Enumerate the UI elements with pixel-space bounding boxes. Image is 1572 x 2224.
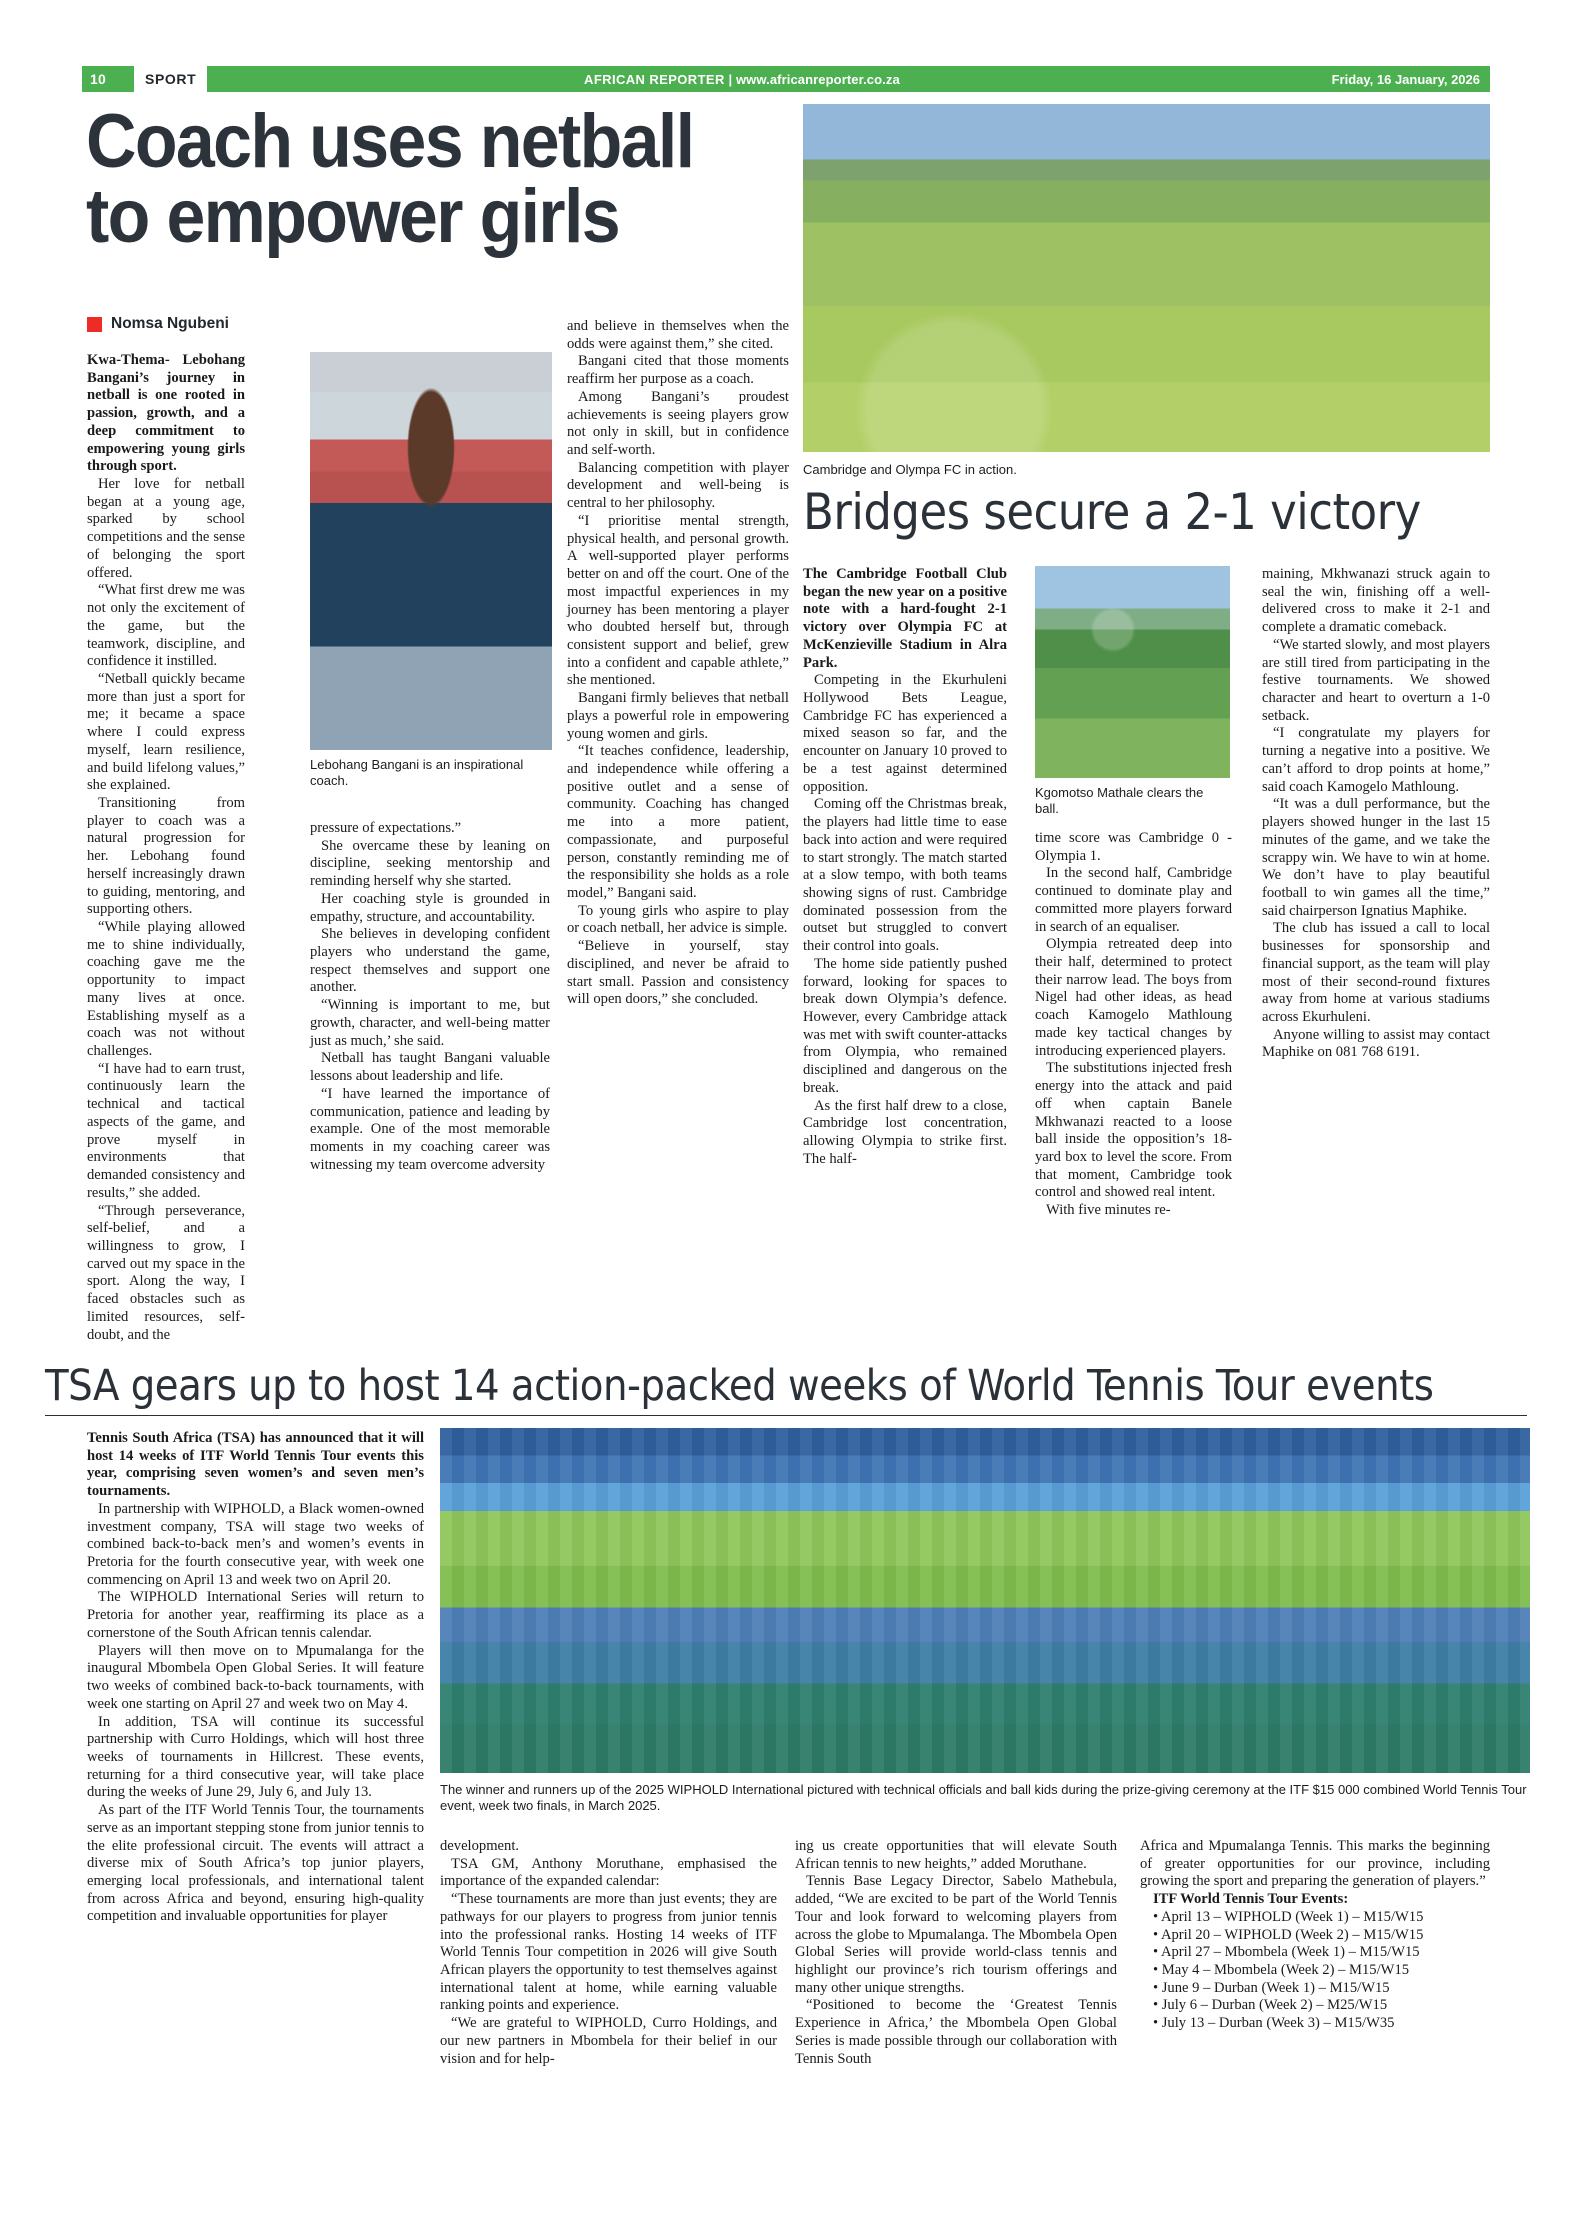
tennis-column-4 (1140, 1838, 1490, 2223)
itf-event-item: • April 13 – WIPHOLD (Week 1) – M15/W15 (1153, 1908, 1424, 1925)
paragraph: She overcame these by leaning on discipline, seeking mentorship and reminding herself why she started. (310, 837, 550, 890)
paragraph: She believes in developing confident players who understand the game, respect themselves and support one another. (310, 926, 550, 996)
paragraph: “I have learned the importance of communication, patience and leading by example. One of the most memorable moments in my coaching career was witnessing my team overcome adversity (310, 1085, 550, 1173)
paragraph: “Winning is important to me, but growth, character, and well-being matter just as much,’ she said. (310, 997, 550, 1049)
paragraph: Competing in the Ekurhuleni Hollywood Bets League, Cambridge FC has experienced a mixed season so far, and the encounter on January 10 proved to be a test against determined opposition. (803, 672, 1007, 795)
byline-author-name: Nomsa Ngubeni (111, 315, 229, 332)
paragraph: and believe in themselves when the odds were against them,” she cited. (567, 318, 789, 352)
paragraph: “Netball quickly became more than just a sport for me; it became a space where I could express myself, learn resilience, and build lifelong values,” she explained. (87, 670, 245, 794)
tennis-headline: TSA gears up to host 14 action-packed weeks of World Tennis Tour events (45, 1361, 1434, 1411)
paragraph: “Believe in yourself, stay disciplined, and never be afraid to start small. Passion and consistency will open doors,” she concluded. (567, 938, 789, 1008)
netball-byline (87, 315, 229, 333)
paragraph: Netball has taught Bangani valuable lessons about leadership and life. (310, 1050, 550, 1085)
netball-headline: Coach uses netball to empower girls (86, 99, 694, 260)
bridges-column-1 (803, 566, 1007, 1346)
masthead-bar (82, 66, 1490, 92)
action-photo (1035, 566, 1230, 778)
paragraph: In addition, TSA will continue its successful partnership with Curro Holdings, which will host three weeks of tournaments in Hillcrest. These events, returning for a third consecutive year, will take place during the weeks of June 29, July 6, and July 13. (87, 1713, 424, 1801)
paragraph: “It was a dull performance, but the players showed hunger in the last 15 minutes of the game, and we take the scrappy win. We have to win at home. We don’t have to play beautiful football to win games all the time,” said chairperson Ignatius Maphike. (1262, 796, 1490, 919)
bridges-column-2 (1035, 830, 1232, 1346)
itf-events-list (1140, 1909, 1490, 2033)
paragraph: Bangani cited that those moments reaffirm her purpose as a coach. (567, 353, 789, 388)
paragraph: “While playing allowed me to shine individually, coaching gave me the opportunity to impact many lives at once. Establishing myself as a coach was not without challenges. (87, 919, 245, 1060)
publication-website[interactable]: www.africanreporter.co.za (735, 71, 900, 87)
paragraph: time score was Cambridge 0 - Olympia 1. (1035, 830, 1232, 864)
page-number: 10 (90, 71, 106, 87)
issue-date: Friday, 16 January, 2026 (1331, 71, 1480, 87)
coach-photo-caption: Lebohang Bangani is an inspirational coach. (310, 757, 524, 788)
paragraph: Tennis South Africa (TSA) has announced that it will host 14 weeks of ITF World Tennis Tour events this year, comprising seven women’s and seven men’s tournaments. (87, 1430, 424, 1500)
paragraph: “We started slowly, and most players are still tired from participating in the festive tournaments. We showed character and heart to overturn a 1-0 setback. (1262, 636, 1490, 724)
paragraph: To young girls who aspire to play or coach netball, her advice is simple. (567, 902, 789, 937)
paragraph: As part of the ITF World Tennis Tour, the tournaments serve as an important stepping stone from junior tennis to the elite professional circuit. The events will attract a diverse mix of South Africa’s top junior players, emerging local professionals, and international talent from across Africa and beyond, ensuring high-quality competition and invaluable opportunities for player (87, 1802, 424, 1925)
itf-event-item: • July 6 – Durban (Week 2) – M25/W15 (1153, 1997, 1388, 2014)
tennis-column-2 (440, 1838, 777, 2223)
paragraph: With five minutes re- (1046, 1202, 1171, 1219)
itf-event-item: • May 4 – Mbombela (Week 2) – M15/W15 (1153, 1962, 1410, 1979)
section-tag: SPORT (134, 66, 207, 92)
paragraph: The Cambridge Football Club began the new year on a positive note with a hard-fought 2-1 victory over Olympia FC at McKenzieville Stadium in Alra Park. (803, 566, 1007, 671)
paragraph: “Positioned to become the ‘Greatest Tennis Experience in Africa,’ the Mbombela Open Global Series is made possible through our collaboration with Tennis South (795, 1997, 1117, 2067)
tennis-column-3 (795, 1838, 1117, 2223)
paragraph: As the first half drew to a close, Cambridge lost concentration, allowing Olympia to strike first. The half- (803, 1097, 1007, 1167)
tennis-section-divider (45, 1415, 1527, 1416)
soccer-photo-caption: Cambridge and Olympa FC in action. (803, 462, 1017, 477)
action-photo-caption: Kgomotso Mathale clears the ball. (1035, 785, 1204, 816)
paragraph: Her coaching style is grounded in empathy, structure, and accountability. (310, 890, 550, 925)
paragraph: Among Bangani’s proudest achievements is seeing players grow not only in skill, but in confidence and self-worth. (567, 388, 789, 459)
paragraph: “These tournaments are more than just events; they are pathways for our players to progress from junior tennis into the professional ranks. Hosting 14 weeks of ITF World Tennis Tour competition in 2026 will give South African players the opportunity to test themselves against international talent at home, while earning valuable ranking points and experience. (440, 1891, 777, 2014)
bridges-headline: Bridges secure a 2-1 victory (803, 483, 1421, 541)
paragraph: The substitutions injected fresh energy into the attack and paid off when captain Banele Mkhwanazi reacted to a loose ball inside the opposition’s 18-yard box to level the score. From that moment, Cambridge took control and showed real intent. (1035, 1060, 1232, 1201)
publication-name: AFRICAN REPORTER (584, 71, 725, 87)
bridges-column-3 (1262, 566, 1490, 1346)
paragraph: Coming off the Christmas break, the players had little time to ease back into action and were required to start strongly. The match started at a slow tempo, with both teams showing signs of rust. Cambridge dominated possession from the outset but struggled to convert their control into goals. (803, 796, 1007, 955)
soccer-photo (803, 104, 1490, 452)
masthead-separator: | (724, 71, 736, 87)
paragraph: In partnership with WIPHOLD, a Black women-owned investment company, TSA will stage two weeks of combined back-to-back men’s and women’s events in Pretoria for the fourth consecutive year, with week one commencing on April 13 and week two on April 20. (87, 1500, 424, 1588)
netball-column-3 (567, 318, 789, 1343)
paragraph: “I have had to earn trust, continuously learn the technical and tactical aspects of the game, and prove myself in environments that demanded consistency and results,” she added. (87, 1060, 245, 1201)
paragraph: “We are grateful to WIPHOLD, Curro Holdings, and our new partners in Mbombela for their belief in our vision and for help- (440, 2015, 777, 2067)
paragraph: “Through perseverance, self-belief, and a willingness to grow, I carved out my space in the sport. Along the way, I faced obstacles such as limited resources, self-doubt, and the (87, 1202, 245, 1343)
paragraph: Her love for netball began at a young age, sparked by school competitions and the sense of belonging the sport offered. (87, 476, 245, 581)
paragraph: “What first drew me was not only the excitement of the game, but the teamwork, discipline, and confidence it instilled. (87, 582, 245, 670)
paragraph: The club has issued a call to local businesses for sponsorship and financial support, as the team will play most of their second-round fixtures away from home at various stadiums across Ekurhuleni. (1262, 920, 1490, 1025)
paragraph: “I prioritise mental strength, physical health, and personal growth. A well-supported player performs better on and off the court. One of the most impactful experiences in my journey has been mentoring a player who doubted herself but, through consistent support and belief, grew into a confident and capable athlete,” she mentioned. (567, 512, 789, 689)
paragraph: “I congratulate my players for turning a negative into a positive. We can’t afford to drop points at home,” said coach Kamogelo Mathloung. (1262, 725, 1490, 795)
paragraph: Bangani firmly believes that netball plays a powerful role in empowering young women and girls. (567, 690, 789, 742)
paragraph: Players will then move on to Mpumalanga for the inaugural Mbombela Open Global Series. It will feature two weeks of combined back-to-back tournaments, with week one starting on April 27 and week two on May 4. (87, 1642, 424, 1712)
paragraph: The WIPHOLD International Series will return to Pretoria for another year, reaffirming its place as a cornerstone of the South African tennis calendar. (87, 1589, 424, 1641)
paragraph: Balancing competition with player development and well-being is central to her philosophy. (567, 459, 789, 512)
tennis-photo-caption: The winner and runners up of the 2025 WIPHOLD International pictured with technical officials and ball kids during the prize-giving ceremony at the ITF $15 000 combined World Tennis Tour event, week two finals, in March 2025. (440, 1782, 1527, 1813)
paragraph: The home side patiently pushed forward, looking for spaces to break down Olympia’s defence. However, every Cambridge attack was met with swift counter-attacks from Olympia, who remained disciplined and dangerous on the break. (803, 955, 1007, 1096)
masthead-center (207, 72, 1331, 87)
paragraph: Tennis Base Legacy Director, Sabelo Mathebula, added, “We are excited to be part of the World Tennis Tour and look forward to welcoming players from across the globe to Mpumalanga. The Mbombela Open Global Series will provide world-class tennis and highlight our province’s rich tourism offerings and many other unique strengths. (795, 1873, 1117, 1996)
byline-marker-icon (87, 317, 102, 332)
itf-event-item: • June 9 – Durban (Week 1) – M15/W15 (1153, 1979, 1390, 1996)
itf-events-title: ITF World Tennis Tour Events: (1153, 1891, 1349, 1908)
paragraph: development. (440, 1838, 520, 1854)
itf-event-item: • April 27 – Mbombela (Week 1) – M15/W15 (1153, 1944, 1420, 1961)
paragraph: Africa and Mpumalanga Tennis. This marks the beginning of greater opportunities for our province, including growing the sport and preparing the generation of players.” (1140, 1838, 1490, 1890)
paragraph: Anyone willing to assist may contact Maphike on 081 768 6191. (1262, 1026, 1490, 1061)
paragraph: Olympia retreated deep into their half, determined to protect their narrow lead. The boys from Nigel had other ideas, as head coach Kamogelo Mathloung made key tactical changes by introducing experienced players. (1035, 936, 1232, 1059)
netball-column-1 (87, 352, 245, 1342)
netball-column-2 (310, 820, 550, 1340)
tennis-photo (440, 1428, 1530, 1773)
paragraph: pressure of expectations.” (310, 820, 462, 836)
paragraph: TSA GM, Anthony Moruthane, emphasised the importance of the expanded calendar: (440, 1855, 777, 1890)
paragraph: maining, Mkhwanazi struck again to seal the win, finishing off a well-delivered cross to make it 2-1 and complete a dramatic comeback. (1262, 566, 1490, 636)
tennis-column-1 (87, 1430, 424, 2220)
coach-photo (310, 352, 552, 750)
itf-event-item: • April 20 – WIPHOLD (Week 2) – M15/W15 (1153, 1926, 1424, 1943)
paragraph: Kwa-Thema- Lebohang Bangani’s journey in netball is one rooted in passion, growth, and a deep commitment to empowering young girls through sport. (87, 352, 245, 475)
paragraph: “It teaches confidence, leadership, and independence while offering a positive outlet and a sense of community. Coaching has changed me into a more patient, compassionate, and purposeful person, constantly reminding me of the responsibility she holds as a role model,” Bangani said. (567, 743, 789, 901)
itf-event-item: • July 13 – Durban (Week 3) – M15/W35 (1153, 2015, 1395, 2032)
paragraph: ing us create opportunities that will elevate South African tennis to new heights,” added Moruthane. (795, 1838, 1117, 1872)
paragraph: Transitioning from player to coach was a natural progression for her. Lebohang found herself increasingly drawn to guiding, mentoring, and supporting others. (87, 794, 245, 918)
paragraph: In the second half, Cambridge continued to dominate play and committed more players forward in search of an equaliser. (1035, 865, 1232, 935)
